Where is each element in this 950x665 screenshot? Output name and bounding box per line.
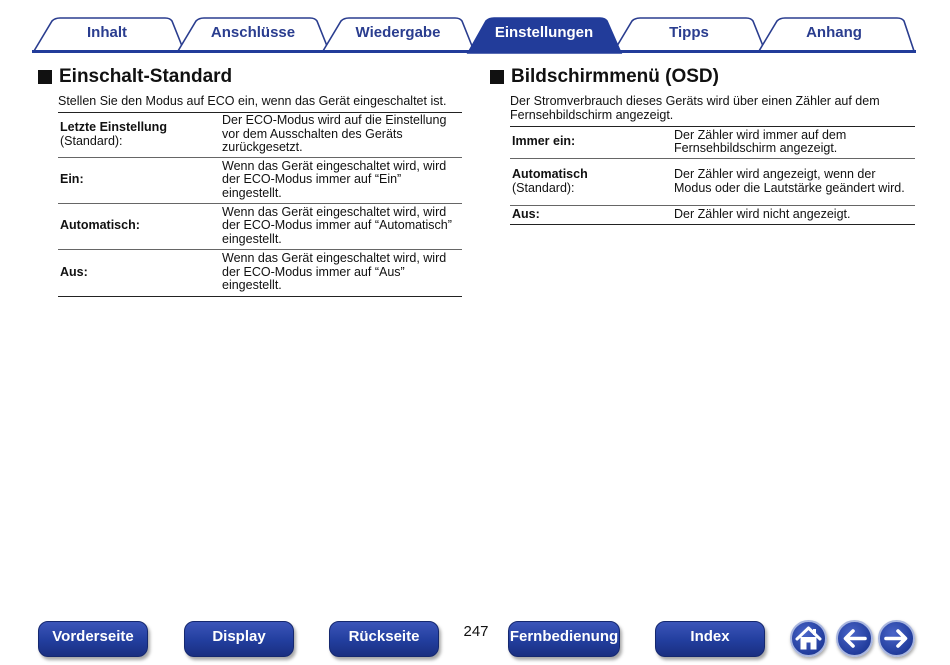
forward-arrow-icon	[880, 622, 913, 655]
vorderseite-button[interactable]: Vorderseite	[38, 621, 148, 657]
section-einschalt-standard	[38, 66, 462, 297]
setting-value: Der ECO-Modus wird auf die Einstellung vor dem Ausschalten des Geräts zurückgesetzt.	[220, 113, 462, 158]
setting-key-sub: (Standard):	[512, 180, 575, 195]
setting-key-label: Automatisch	[512, 167, 588, 181]
section-heading	[38, 66, 462, 88]
section-bildschirmmenue	[490, 66, 915, 225]
back-arrow-icon	[838, 622, 871, 655]
settings-table	[510, 126, 915, 225]
tab-bar	[0, 0, 950, 60]
setting-key-label: Automatisch:	[60, 218, 140, 233]
table-row	[510, 127, 915, 159]
section-description: Stellen Sie den Modus auf ECO ein, wenn das Gerät eingeschaltet ist.	[58, 94, 447, 108]
tab-einstellungen[interactable]: Einstellungen	[494, 24, 594, 41]
tab-inhalt[interactable]: Inhalt	[87, 24, 127, 41]
rueckseite-button[interactable]: Rückseite	[329, 621, 439, 657]
section-heading	[490, 66, 915, 88]
index-button[interactable]: Index	[655, 621, 765, 657]
setting-value: Der Zähler wird angezeigt, wenn der Modus oder die Lautstärke geändert wird.	[672, 159, 915, 206]
setting-key	[58, 158, 220, 204]
setting-key-label: Letzte Einstellung	[60, 120, 167, 134]
setting-value: Wenn das Gerät eingeschaltet wird, wird der ECO-Modus immer auf “Automatisch” eingestellt.	[220, 204, 462, 250]
setting-key	[510, 159, 672, 206]
fernbedienung-button[interactable]: Fernbedienung	[508, 621, 620, 657]
table-row	[510, 206, 915, 225]
tab-tipps[interactable]: Tipps	[669, 24, 709, 41]
table-row	[58, 158, 462, 204]
table-row	[58, 250, 462, 297]
setting-value: Der Zähler wird nicht angezeigt.	[672, 206, 915, 225]
setting-key	[58, 204, 220, 250]
table-row	[510, 159, 915, 206]
section-title: Einschalt-Standard	[59, 66, 233, 87]
page-number: 247	[463, 623, 489, 640]
setting-key-label: Immer ein:	[512, 134, 576, 149]
square-bullet-icon	[490, 70, 504, 84]
home-icon	[792, 622, 825, 655]
setting-key	[58, 113, 220, 158]
section-description: Der Stromverbrauch dieses Geräts wird über einen Zähler auf dem Fernsehbildschirm angezeigt.	[510, 94, 880, 122]
forward-button[interactable]	[878, 620, 915, 657]
settings-table	[58, 112, 462, 297]
setting-value: Wenn das Gerät eingeschaltet wird, wird der ECO-Modus immer auf “Aus” eingestellt.	[220, 250, 462, 297]
section-title: Bildschirmmenü (OSD)	[511, 66, 719, 87]
setting-key-label: Aus:	[512, 206, 540, 221]
tab-anschluesse[interactable]: Anschlüsse	[210, 24, 296, 41]
setting-key	[510, 206, 672, 225]
square-bullet-icon	[38, 70, 52, 84]
setting-value: Wenn das Gerät eingeschaltet wird, wird der ECO-Modus immer auf “Ein” eingestellt.	[220, 158, 462, 204]
display-button[interactable]: Display	[184, 621, 294, 657]
table-row	[58, 113, 462, 158]
table-row	[58, 204, 462, 250]
setting-value: Der Zähler wird immer auf dem Fernsehbildschirm angezeigt.	[672, 127, 915, 159]
tab-anhang[interactable]: Anhang	[806, 24, 862, 41]
setting-key-label: Ein:	[60, 172, 84, 187]
setting-key-sub: (Standard):	[60, 133, 123, 148]
tab-wiedergabe[interactable]: Wiedergabe	[355, 24, 441, 41]
setting-key	[510, 127, 672, 159]
home-button[interactable]	[790, 620, 827, 657]
back-button[interactable]	[836, 620, 873, 657]
setting-key	[58, 250, 220, 297]
setting-key-label: Aus:	[60, 264, 88, 279]
